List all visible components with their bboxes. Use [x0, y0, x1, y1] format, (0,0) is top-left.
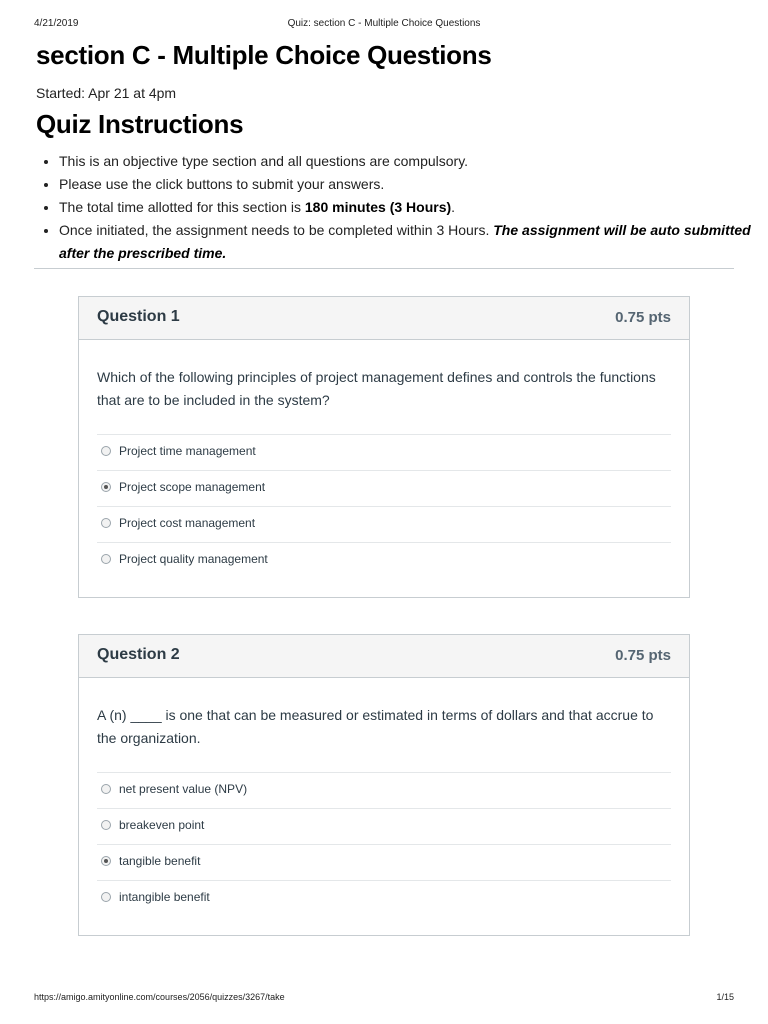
- question-1: [78, 296, 690, 598]
- answer-label: Project time management: [119, 444, 256, 458]
- question-text: A (n) ____ is one that can be measured or estimated in terms of dollars and that accrue to the organization.: [97, 707, 654, 746]
- answer-list: [97, 434, 671, 597]
- question-text: Which of the following principles of project management defines and controls the functions that are to be included in the system?: [97, 369, 656, 408]
- radio-button[interactable]: [101, 446, 111, 456]
- instructions-list: [36, 150, 759, 265]
- answer-option[interactable]: [97, 808, 671, 844]
- question-2: [78, 634, 690, 936]
- question-header: [79, 635, 689, 678]
- auto-submit-note: The assignment will be auto submitted after the prescribed time.: [59, 222, 751, 261]
- radio-button[interactable]: [101, 554, 111, 564]
- answer-option[interactable]: [97, 880, 671, 916]
- page-title: section C - Multiple Choice Questions: [36, 40, 492, 70]
- answer-list: [97, 772, 671, 935]
- print-footer: [34, 992, 734, 1004]
- radio-button[interactable]: [101, 482, 111, 492]
- page-url: https://amigo.amityonline.com/courses/2056/quizzes/3267/take: [34, 992, 285, 1002]
- instruction-item: • This is an objective type section and all questions are compulsory.: [59, 150, 759, 173]
- radio-button[interactable]: [101, 518, 111, 528]
- radio-button[interactable]: [101, 784, 111, 794]
- radio-button[interactable]: [101, 892, 111, 902]
- question-title: Question 2: [97, 646, 180, 663]
- answer-option[interactable]: [97, 506, 671, 542]
- question-points: 0.75 pts: [615, 647, 671, 664]
- answer-label: Project quality management: [119, 552, 268, 566]
- divider: [34, 268, 734, 269]
- radio-button[interactable]: [101, 856, 111, 866]
- instruction-item: • Please use the click buttons to submit your answers.: [59, 173, 759, 196]
- question-header: [79, 297, 689, 340]
- print-date: 4/21/2019: [34, 18, 79, 29]
- page-number: 1/15: [716, 992, 734, 1002]
- answer-label: Project scope management: [119, 480, 266, 494]
- print-header: [34, 18, 734, 32]
- answer-option[interactable]: [97, 772, 671, 808]
- answer-option[interactable]: [97, 470, 671, 506]
- question-points: 0.75 pts: [615, 309, 671, 326]
- answer-label: breakeven point: [119, 818, 205, 832]
- answer-option[interactable]: [97, 844, 671, 880]
- answer-label: Project cost management: [119, 516, 256, 530]
- time-allotted: 180 minutes (3 Hours): [304, 199, 452, 215]
- radio-button[interactable]: [101, 820, 111, 830]
- started-time: Started: Apr 21 at 4pm: [36, 85, 177, 101]
- instruction-item: • Once initiated, the assignment needs to be completed within 3 Hours. The assignment will be auto submitted after the prescribed time.: [59, 219, 759, 265]
- answer-option[interactable]: [97, 542, 671, 578]
- instruction-item: • The total time allotted for this section is 180 minutes (3 Hours).: [59, 196, 759, 219]
- answer-label: net present value (NPV): [119, 782, 248, 796]
- instructions-heading: Quiz Instructions: [36, 109, 244, 139]
- print-title: Quiz: section C - Multiple Choice Questions: [287, 18, 481, 29]
- answer-label: tangible benefit: [119, 854, 201, 868]
- answer-option[interactable]: [97, 434, 671, 470]
- answer-label: intangible benefit: [119, 890, 210, 904]
- question-title: Question 1: [97, 308, 180, 325]
